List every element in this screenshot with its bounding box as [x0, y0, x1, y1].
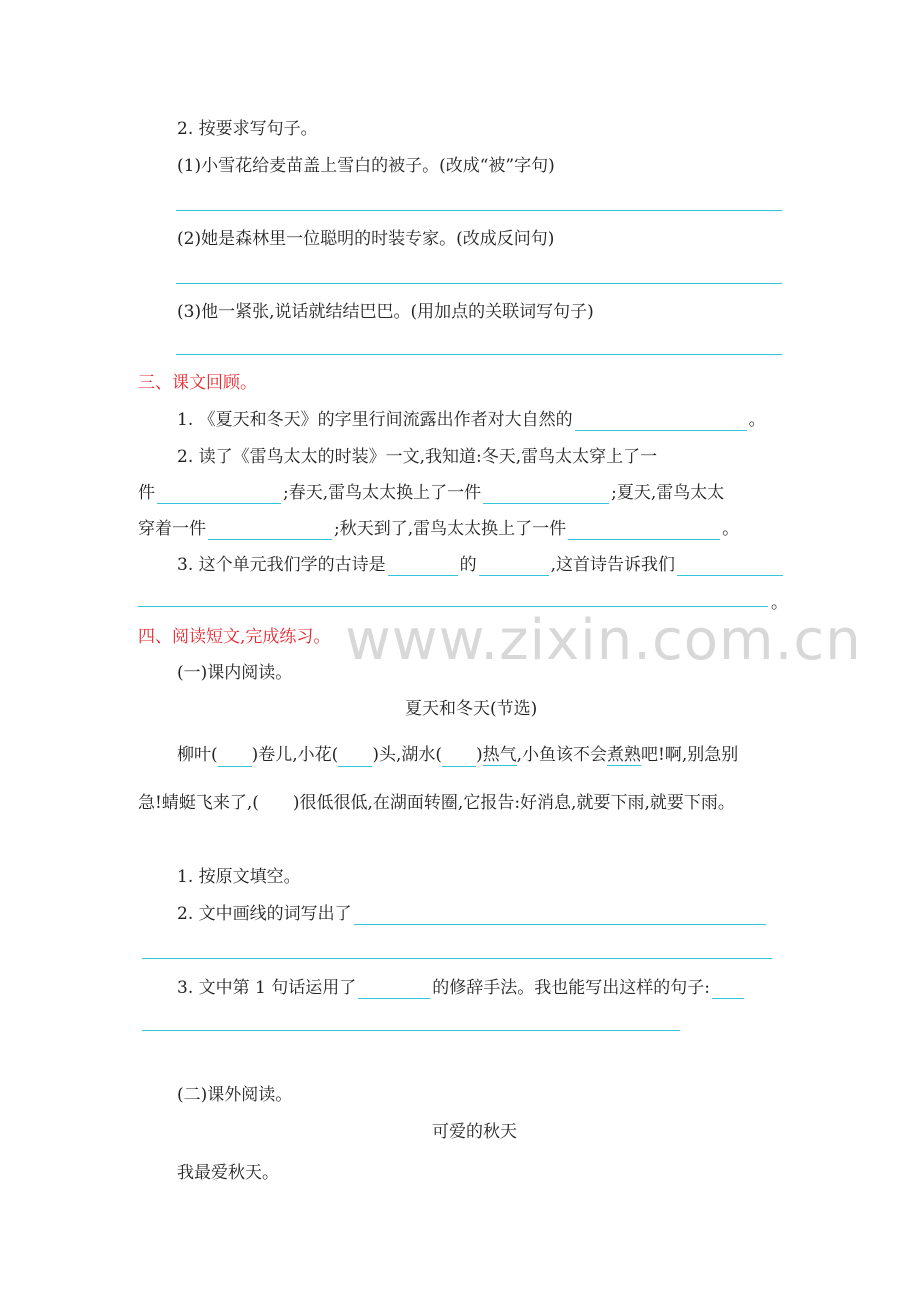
exercise-q1: 1. 按原文填空。: [177, 867, 301, 887]
review-q2-line3: [138, 518, 739, 540]
fill-blank[interactable]: [575, 412, 747, 431]
passage-text: )很低很低,在湖面转圈,它报告:好消息,就要下雨,就要下雨。: [292, 793, 735, 813]
q-text: ,这首诗告诉我们: [550, 555, 676, 575]
part-label: (二)课外阅读。: [177, 1085, 293, 1105]
passage-text: ,小鱼该不会: [516, 745, 608, 765]
q-text: 穿着一件: [138, 519, 206, 539]
fill-blank[interactable]: [338, 748, 372, 767]
answer-line[interactable]: [142, 958, 772, 959]
fill-blank[interactable]: [157, 485, 281, 504]
question-title: 2. 按要求写句子。: [177, 119, 318, 139]
passage-title: 夏天和冬天(节选): [405, 699, 538, 719]
fill-blank[interactable]: [479, 557, 549, 576]
period: 。: [771, 593, 788, 613]
passage-text: ): [475, 745, 483, 765]
q-text: 件: [138, 483, 155, 503]
review-q3: [177, 554, 785, 576]
watermark: www.zixin.com.cn: [345, 608, 862, 673]
sentence-2: (2)她是森林里一位聪明的时装专家。(改成反问句): [177, 229, 555, 249]
underlined-word: 煮熟: [607, 745, 642, 765]
q-text: ;春天,雷鸟太太换上了一件: [283, 483, 482, 503]
review-q1: [177, 409, 766, 431]
review-q2-line2: [138, 482, 724, 504]
passage-line-1: [177, 744, 738, 767]
fill-blank[interactable]: [568, 521, 720, 540]
exercise-q3: [177, 977, 746, 999]
q-text: ;夏天,雷鸟太太: [611, 483, 725, 503]
fill-blank[interactable]: [208, 521, 332, 540]
sentence-1: (1)小雪花给麦苗盖上雪白的被子。(改成“被”字句): [177, 156, 555, 176]
passage-line-2: [138, 792, 735, 814]
q-text: 3. 这个单元我们学的古诗是: [177, 555, 386, 575]
fill-blank[interactable]: [442, 748, 476, 767]
review-q2-line1: 2. 读了《雷鸟太太的时装》一文,我知道:冬天,雷鸟太太穿上了一: [177, 447, 658, 467]
answer-line[interactable]: [138, 606, 768, 607]
passage-text: )卷儿,小花(: [251, 745, 339, 765]
fill-blank[interactable]: [388, 557, 458, 576]
fill-blank[interactable]: [677, 557, 783, 576]
passage-text: )头,湖水(: [372, 745, 442, 765]
fill-blank[interactable]: [483, 485, 609, 504]
answer-line[interactable]: [176, 210, 782, 211]
section-heading: 四、阅读短文,完成练习。: [138, 627, 331, 647]
q-text: 2. 文中画线的词写出了: [177, 904, 352, 924]
passage-title: 可爱的秋天: [432, 1122, 517, 1142]
exercise-q2: [177, 903, 768, 925]
q-text: 。: [748, 410, 766, 430]
underlined-word: 热气: [482, 745, 517, 765]
q-text: ;秋天到了,雷鸟太太换上了一件: [334, 519, 567, 539]
section-heading: 三、课文回顾。: [138, 373, 257, 393]
sentence-3: (3)他一紧张,说话就结结巴巴。(用加点的关联词写句子): [177, 302, 594, 322]
answer-line[interactable]: [142, 1030, 680, 1031]
passage-text: 急!蜻蜓飞来了,(: [138, 793, 259, 813]
answer-line[interactable]: [176, 354, 782, 355]
passage-line: 我最爱秋天。: [177, 1163, 279, 1183]
q-text: 。: [722, 519, 740, 539]
fill-blank[interactable]: [358, 980, 430, 999]
passage-text: 吧!啊,别急别: [641, 745, 739, 765]
part-label: (一)课内阅读。: [177, 663, 293, 683]
answer-line[interactable]: [176, 283, 782, 284]
q-text: 3. 文中第 1 句话运用了: [177, 978, 357, 998]
passage-text: 柳叶(: [177, 745, 218, 765]
q-text: 的修辞手法。我也能写出这样的句子:: [432, 978, 710, 998]
fill-blank[interactable]: [218, 748, 252, 767]
q-text: 的: [459, 555, 477, 575]
fill-blank[interactable]: [354, 906, 766, 925]
q-text: 1. 《夏天和冬天》的字里行间流露出作者对大自然的: [177, 410, 573, 430]
fill-blank[interactable]: [712, 980, 744, 999]
